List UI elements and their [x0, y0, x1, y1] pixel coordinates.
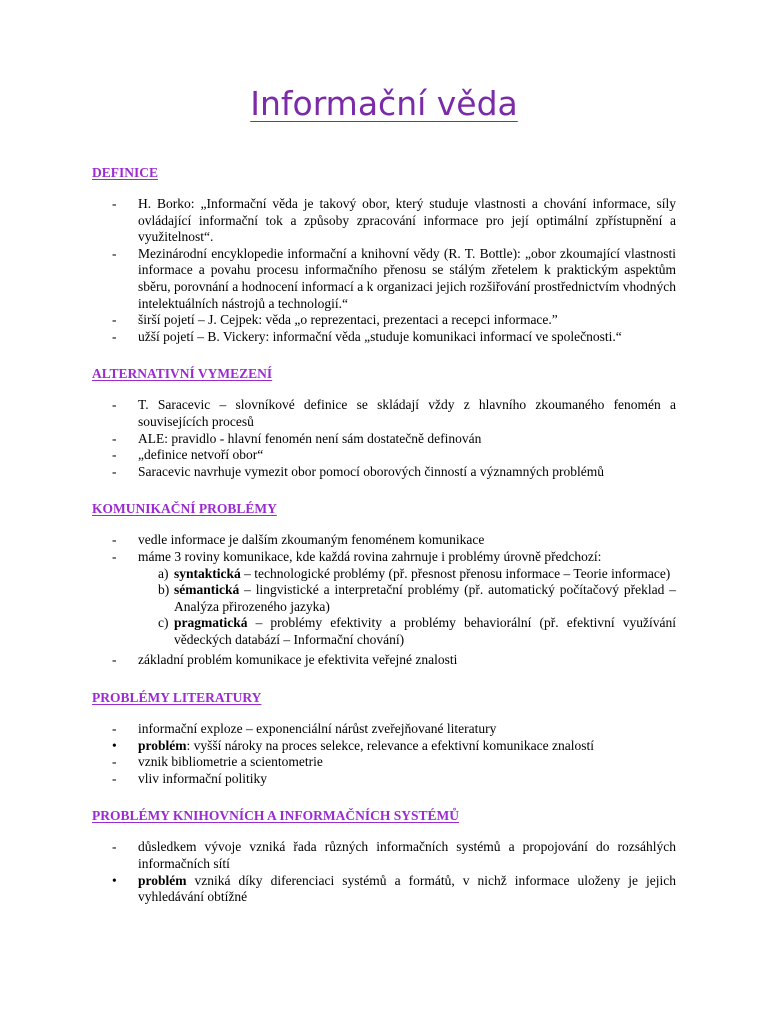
list-item: - informační exploze – exponenciální nárůst zveřejňované literatury: [112, 721, 497, 737]
section-heading-definice: DEFINICE: [92, 165, 159, 180]
list-item: - H. Borko: „Informační věda je takový obor, který studuje vlastnosti a chování informace, síly ovládající informační tok a způsoby zpracování informace pro její optimální zpřístupnění a využitelnost“.: [112, 196, 676, 245]
list-item: - Mezinárodní encyklopedie informační a knihovní vědy (R. T. Bottle): „obor zkoumající vlastnosti informace a povahu procesu informačního přenosu se stálým zřetelem k praktickým aspektům sběru, porovnání a hodnocení informací a k organizaci jejich rozšiřování prostřednictvím vhodných intelektuálních nástrojů a technologií.“: [112, 245, 676, 311]
list-item: - vedle informace je dalším zkoumaným fenoménem komunikace: [112, 532, 485, 548]
list-item: - máme 3 roviny komunikace, kde každá rovina zahrnuje i problémy úrovně předchozí: a) syntaktická – technologické problémy (př. přesnost přenosu informace – Teorie informace) b) sémantická – lingvistické a interpretační problémy (př. automatický počítačový překlad – Analýza přirozeného jazyka) c) pragmatická – problémy efektivity a problémy behaviorální (př. efektivní využívání vědeckých databází – Informační chování): [92, 549, 676, 649]
sublist-item: a) syntaktická – technologické problémy (př. přesnost přenosu informace – Teorie informace): [158, 565, 671, 581]
sublist-item: b) sémantická – lingvistické a interpretační problémy (př. automatický počítačový překlad – Analýza přirozeného jazyka): [158, 582, 676, 614]
alternativni-vymezeni-list: [92, 397, 676, 480]
list-item: - Saracevic navrhuje vymezit obor pomocí oborových činností a významných problémů: [112, 463, 604, 479]
communication-levels-list: [138, 566, 676, 649]
list-item: • problém: vyšší nároky na proces selekce, relevance a efektivní komunikace znalostí: [112, 737, 594, 753]
list-item: • problém vzniká díky diferenciaci systémů a formátů, v nichž informace uloženy je jejich vyhledávání obtížné: [112, 872, 676, 905]
list-item: - „definice netvoří obor“: [112, 447, 264, 463]
sublist-item: c) pragmatická – problémy efektivity a problémy behaviorální (př. efektivní využívání vědeckých databází – Informační chování): [158, 615, 676, 647]
list-item: - užší pojetí – B. Vickery: informační věda „studuje komunikaci informací ve společnosti.“: [112, 328, 622, 344]
problemy-literatury-list: [92, 721, 676, 787]
list-item: - důsledkem vývoje vzniká řada různých informačních systémů a propojování do rozsáhlých informačních sítí: [112, 839, 676, 872]
list-item: - vznik bibliometrie a scientometrie: [112, 754, 323, 770]
section-heading-komunikacni-problemy: KOMUNIKAČNÍ PROBLÉMY: [92, 501, 277, 517]
list-item: - základní problém komunikace je efektivita veřejné znalosti: [112, 652, 458, 668]
list-item: - T. Saracevic – slovníkové definice se skládají vždy z hlavního zkoumaného fenomén a souvisejících procesů: [112, 397, 676, 429]
section-heading-problemy-knihovnich-systemu: PROBLÉMY KNIHOVNÍCH A INFORMAČNÍCH SYSTÉMŮ: [92, 808, 460, 824]
list-item: - ALE: pravidlo - hlavní fenomén není sám dostatečně definován: [112, 430, 482, 446]
section-heading-alternativni-vymezeni: ALTERNATIVNÍ VYMEZENÍ: [92, 366, 273, 382]
komunikacni-problemy-list: [92, 532, 676, 669]
document-content: [92, 164, 676, 924]
definice-list: [92, 196, 676, 345]
section-heading-problemy-literatury: PROBLÉMY LITERATURY: [92, 690, 262, 706]
problemy-knihovnich-systemu-list: [92, 839, 676, 905]
list-item: - vliv informační politiky: [112, 770, 267, 786]
page-title: Informační věda: [250, 84, 518, 123]
list-item: - širší pojetí – J. Cejpek: věda „o reprezentaci, prezentaci a recepci informace.”: [112, 312, 558, 328]
